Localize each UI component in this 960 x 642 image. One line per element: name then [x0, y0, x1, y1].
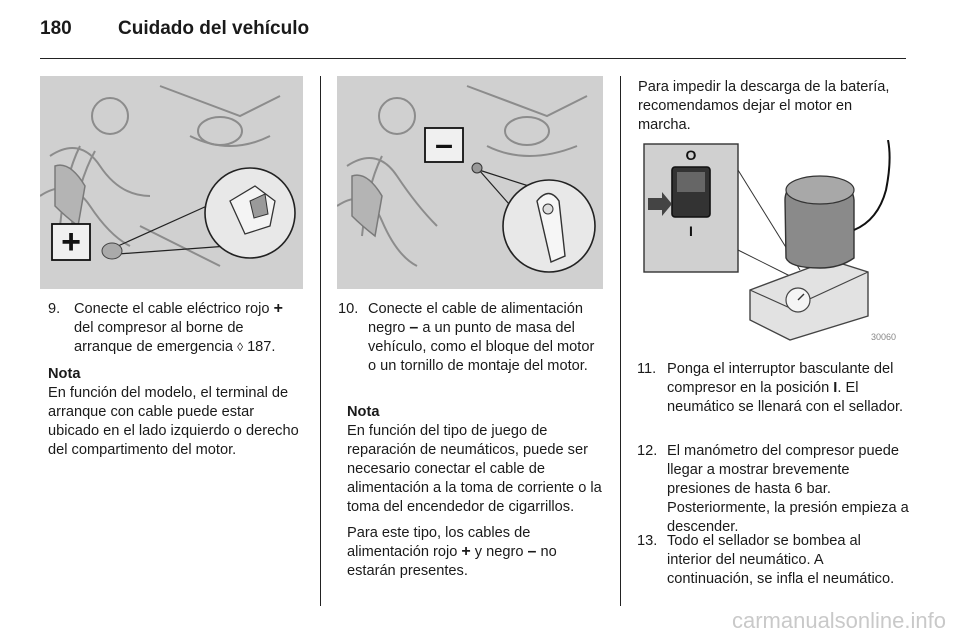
compressor-drawing [640, 140, 902, 346]
step-9 [48, 300, 306, 357]
note2-text: Para este tipo, los cables de alimentación rojo [347, 525, 531, 560]
step-number: 10. [338, 301, 359, 317]
step-text: del compresor al borne de arranque de emergencia [74, 320, 244, 355]
note-text-2 [347, 524, 607, 581]
step-number: 11. [637, 361, 657, 377]
note-text: En función del modelo, el terminal de arranque con cable puede estar ubicado en el lado izquierdo o derecho del compartimento del motor. [48, 385, 299, 458]
minus-symbol: – [527, 543, 537, 560]
page-title: Cuidado del vehículo [118, 18, 310, 39]
header-rule [40, 58, 906, 59]
engine-bay-ground-drawing [337, 76, 603, 289]
note-col2 [347, 403, 607, 581]
illustration-compressor [640, 140, 902, 346]
step-text: Todo el sellador se bombea al interior del neumático. A continuación, se infla el neumático. [667, 533, 895, 587]
step-number: 12. [637, 443, 658, 459]
minus-callout-symbol: – [435, 126, 453, 162]
step-text: a un punto de masa del vehículo, como el bloque del motor o un tornillo de montaje del motor. [368, 320, 595, 374]
illustration-ground-point [337, 76, 603, 289]
plus-symbol: + [461, 543, 471, 560]
note2-text: y negro [470, 544, 528, 560]
note-title: Nota [48, 366, 81, 382]
step-text: Ponga el interruptor basculante del compresor en la posición [667, 361, 894, 396]
reference-icon: ◊ [237, 340, 244, 354]
step-10 [338, 300, 606, 376]
column-divider-left [320, 76, 321, 606]
figure-code: 30060 [870, 332, 896, 342]
position-i: I [833, 380, 838, 396]
column-divider-right [620, 76, 621, 606]
watermark: carmanualsonline.info [731, 608, 946, 633]
minus-symbol: – [409, 319, 419, 336]
step-number: 13. [637, 533, 658, 549]
page-header [40, 18, 309, 48]
note2-text: no estarán presentes. [347, 544, 557, 579]
note-text: En función del tipo de juego de reparación de neumáticos, puede ser necesario conectar el cable de alimentación a la toma de corriente o la toma del encendedor de cigarrillos. [347, 423, 602, 515]
plus-callout-symbol: + [61, 223, 81, 261]
step-text: Conecte el cable eléctrico rojo [74, 301, 274, 317]
step-text: El manómetro del compresor puede llegar a mostrar brevemente presiones de hasta 6 bar. Posteriormente, la presión empieza a descender. [667, 443, 909, 535]
switch-label-i: I [689, 223, 693, 239]
step-number: 9. [48, 301, 61, 317]
step-12 [637, 442, 909, 537]
page-number: 180 [40, 18, 72, 39]
switch-label-o: O [685, 147, 697, 163]
step-11 [637, 360, 909, 417]
plus-symbol: + [273, 300, 283, 317]
note-col1 [48, 365, 306, 460]
note-title: Nota [347, 404, 380, 420]
intro-paragraph: Para impedir la descarga de la batería, recomendamos dejar el motor en marcha. [638, 79, 890, 133]
step-text: . El neumático se llenará con el sellador. [667, 380, 904, 415]
step-13 [637, 532, 909, 589]
illustration-positive-terminal [40, 76, 303, 289]
engine-bay-drawing [40, 76, 303, 289]
page-reference: 187. [243, 339, 276, 355]
step-text: Conecte el cable de alimentación negro [368, 301, 583, 336]
